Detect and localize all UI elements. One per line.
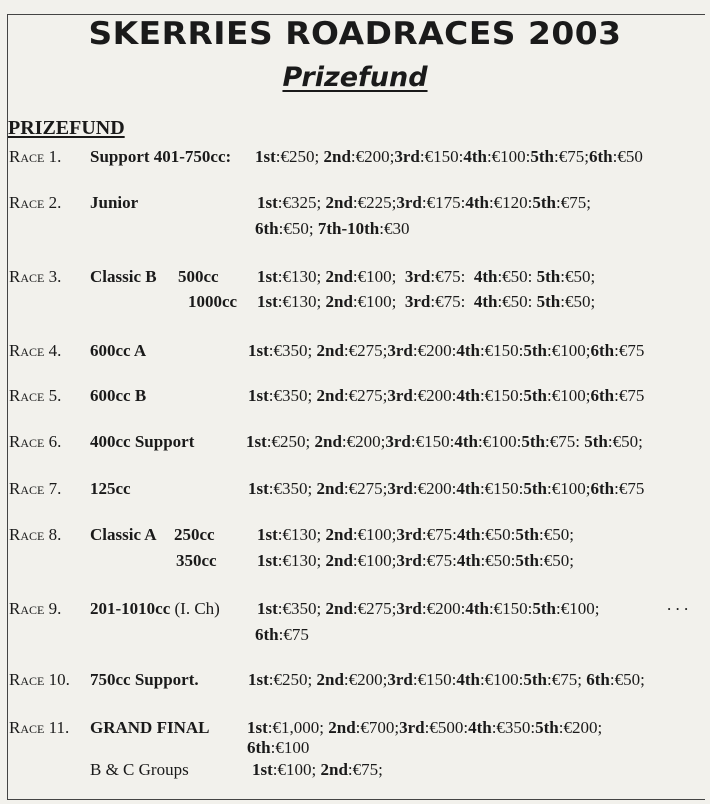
race-name: 600cc B	[90, 386, 147, 405]
race-name: Classic B	[90, 267, 157, 286]
race-name: Classic A	[90, 525, 157, 544]
race-label: Race 11.	[9, 718, 70, 737]
race-label: Race 7.	[9, 479, 62, 498]
page-subtitle: Prizefund	[282, 62, 428, 93]
prize-line: 1st:€325; 2nd:€225;3rd:€175:4th:€120:5th:€75;	[257, 193, 591, 212]
race-name-extra: (I. Ch)	[170, 599, 220, 618]
prize-line: 1st:€130; 2nd:€100; 3rd:€75: 4th:€50: 5th:€50;	[257, 267, 596, 286]
race-class: 350cc	[176, 551, 217, 570]
page-title: SKERRIES ROADRACES 2003	[88, 16, 622, 52]
race-label: Race 2.	[9, 193, 62, 212]
race-name: 400cc Support	[90, 432, 195, 451]
prize-line: 1st:€250; 2nd:€200;3rd:€150:4th:€100:5th:€75;6th:€50	[255, 147, 643, 166]
race-label: Race 6.	[9, 432, 62, 451]
race-class: 250cc	[174, 525, 215, 544]
race-label: Race 9.	[9, 599, 62, 618]
race-name: Junior	[90, 193, 139, 212]
prize-line: 6th:€100	[247, 738, 310, 757]
prize-line: 1st:€350; 2nd:€275;3rd:€200:4th:€150:5th:€100;6th:€75	[248, 341, 645, 360]
prize-line: 1st:€350; 2nd:€275;3rd:€200:4th:€150:5th:€100;6th:€75	[248, 479, 645, 498]
prize-line: 1st:€350; 2nd:€275;3rd:€200:4th:€150:5th:€100;	[257, 599, 600, 618]
race-label: Race 3.	[9, 267, 62, 286]
race-name: 125cc	[90, 479, 131, 498]
prize-line: 1st:€130; 2nd:€100; 3rd:€75: 4th:€50: 5th:€50;	[257, 292, 596, 311]
race-label: Race 4.	[9, 341, 62, 360]
race-class: 1000cc	[188, 292, 238, 311]
prize-line: 1st:€250; 2nd:€200;3rd:€150:4th:€100:5th:€75; 6th:€50;	[248, 670, 645, 689]
prize-line: 1st:€350; 2nd:€275;3rd:€200:4th:€150:5th:€100;6th:€75	[248, 386, 645, 405]
prize-line: 6th:€50; 7th-10th:€30	[255, 219, 410, 238]
prize-line: 1st:€130; 2nd:€100;3rd:€75:4th:€50:5th:€50;	[257, 525, 574, 544]
race-name: 201-1010cc (I. Ch)	[90, 599, 220, 618]
prize-line: 1st:€1,000; 2nd:€700;3rd:€500:4th:€350:5th:€200;	[247, 718, 603, 737]
race-name: 750cc Support.	[90, 670, 199, 689]
race-class: 500cc	[178, 267, 219, 286]
groups-name: B & C Groups	[90, 760, 189, 779]
race-name: Support 401-750cc:	[90, 147, 232, 166]
race-name: 600cc A	[90, 341, 147, 360]
race-label: Race 8.	[9, 525, 62, 544]
ellipsis: . . .	[667, 595, 689, 614]
race-label: Race 1.	[9, 147, 62, 166]
prize-line: 1st:€100; 2nd:€75;	[252, 760, 383, 779]
race-label: Race 5.	[9, 386, 62, 405]
section-heading: PRIZEFUND	[8, 117, 125, 139]
race-name: GRAND FINAL	[90, 718, 210, 737]
prize-line: 1st:€130; 2nd:€100;3rd:€75:4th:€50:5th:€50;	[257, 551, 574, 570]
prize-line: 1st:€250; 2nd:€200;3rd:€150:4th:€100:5th:€75: 5th:€50;	[246, 432, 643, 451]
race-label: Race 10.	[9, 670, 70, 689]
prize-line: 6th:€75	[255, 625, 309, 644]
